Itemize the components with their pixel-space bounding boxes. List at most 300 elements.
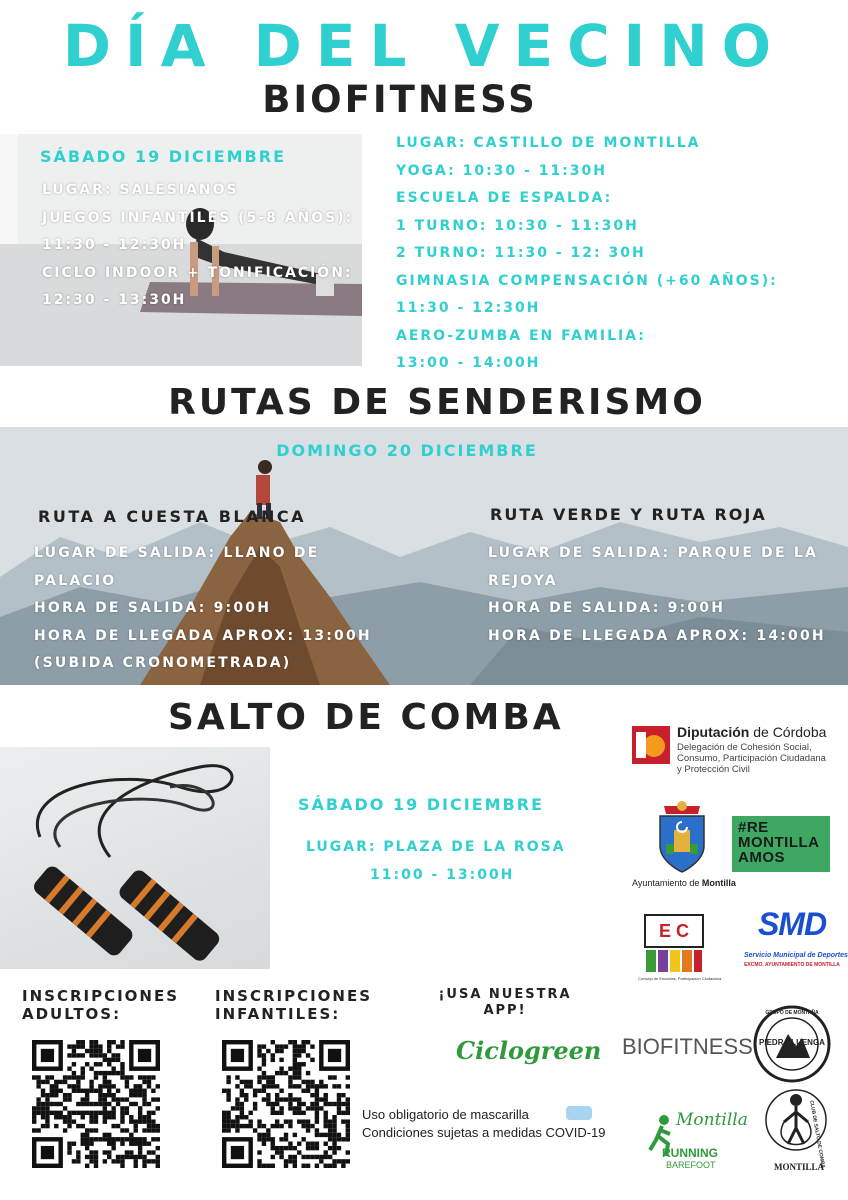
qr-module <box>226 1075 230 1079</box>
qr-module <box>41 1124 45 1128</box>
running-line2: BAREFOOT <box>666 1160 716 1170</box>
qr-module <box>89 1102 93 1106</box>
qr-module <box>240 1115 244 1119</box>
biofitness-right-line: YOGA: 10:30 - 11:30H <box>396 162 608 179</box>
qr-module <box>301 1102 305 1106</box>
qr-module <box>271 1075 275 1079</box>
qr-module <box>129 1133 133 1137</box>
qr-module <box>142 1155 146 1159</box>
qr-module <box>120 1044 124 1048</box>
route2-line: REJOYA <box>488 572 558 589</box>
qr-module <box>306 1119 310 1123</box>
qr-module <box>129 1093 133 1097</box>
qr-module <box>328 1133 332 1137</box>
diputacion-sub: Delegación de Cohesión Social, <box>677 742 812 753</box>
biofitness-left-line: CICLO INDOOR + TONIFICACIÓN: <box>42 264 353 281</box>
biofitness-right-line: ESCUELA DE ESPALDA: <box>396 190 613 206</box>
qr-module <box>138 1150 142 1154</box>
qr-module <box>324 1119 328 1123</box>
qr-module <box>315 1106 319 1110</box>
mask-note: Uso obligatorio de mascarilla <box>362 1107 529 1122</box>
qr-finder <box>231 1146 244 1159</box>
qr-module <box>293 1159 297 1163</box>
qr-module <box>41 1093 45 1097</box>
qr-module <box>81 1124 85 1128</box>
qr-module <box>271 1146 275 1150</box>
biofitness-logo: BIOFITNESS <box>622 1034 753 1059</box>
qr-module <box>50 1089 54 1093</box>
qr-module <box>301 1049 305 1053</box>
qr-module <box>45 1097 49 1101</box>
qr-module <box>284 1133 288 1137</box>
qr-module <box>89 1155 93 1159</box>
biofitness-right-line: GIMNASIA COMPENSACIÓN (+60 AÑOS): <box>396 272 778 289</box>
qr-module <box>89 1119 93 1123</box>
qr-module <box>301 1089 305 1093</box>
qr-module <box>129 1150 133 1154</box>
qr-module <box>116 1102 120 1106</box>
qr-module <box>85 1089 89 1093</box>
qr-module <box>253 1093 257 1097</box>
qr-module <box>125 1150 129 1154</box>
qr-module <box>337 1093 341 1097</box>
qr-module <box>293 1106 297 1110</box>
qr-module <box>288 1075 292 1079</box>
qr-finder <box>138 1049 151 1062</box>
qr-module <box>50 1084 54 1088</box>
qr-module <box>116 1044 120 1048</box>
qr-module <box>76 1150 80 1154</box>
qr-module <box>306 1080 310 1084</box>
qr-module <box>293 1058 297 1062</box>
qr-module <box>125 1106 129 1110</box>
qr-module <box>58 1089 62 1093</box>
qr-module <box>134 1084 138 1088</box>
qr-module <box>63 1119 67 1123</box>
coat-of-arms-icon <box>652 800 712 874</box>
qr-module <box>266 1137 270 1141</box>
biofitness-left-line: 11:30 - 12:30H <box>42 237 187 253</box>
club-comba-emblem-icon <box>762 1082 836 1162</box>
qr-module <box>134 1124 138 1128</box>
qr-module <box>98 1102 102 1106</box>
qr-module <box>271 1084 275 1088</box>
qr-module <box>72 1089 76 1093</box>
qr-module <box>288 1119 292 1123</box>
qr-module <box>116 1053 120 1057</box>
qr-module <box>138 1155 142 1159</box>
qr-module <box>248 1119 252 1123</box>
comba-title: SALTO DE COMBA <box>168 697 564 738</box>
qr-module <box>134 1119 138 1123</box>
qr-module <box>120 1159 124 1163</box>
qr-module <box>138 1075 142 1079</box>
qr-module <box>275 1111 279 1115</box>
qr-module <box>134 1102 138 1106</box>
biofitness-left-date: SÁBADO 19 DICIEMBRE <box>40 147 286 166</box>
qr-module <box>301 1062 305 1066</box>
qr-module <box>147 1080 151 1084</box>
qr-module <box>81 1102 85 1106</box>
qr-module <box>288 1093 292 1097</box>
qr-module <box>111 1142 115 1146</box>
qr-module <box>45 1119 49 1123</box>
qr-module <box>81 1111 85 1115</box>
qr-module <box>103 1084 107 1088</box>
qr-module <box>293 1071 297 1075</box>
qr-module <box>89 1044 93 1048</box>
qr-module <box>129 1089 133 1093</box>
qr-module <box>337 1146 341 1150</box>
qr-module <box>138 1115 142 1119</box>
remontillamos-line: AMOS <box>738 849 785 866</box>
qr-module <box>262 1097 266 1101</box>
qr-module <box>328 1119 332 1123</box>
qr-module <box>226 1115 230 1119</box>
qr-code-children[interactable] <box>222 1040 350 1168</box>
qr-module <box>257 1089 261 1093</box>
qr-module <box>275 1044 279 1048</box>
qr-module <box>266 1128 270 1132</box>
qr-module <box>328 1124 332 1128</box>
qr-module <box>257 1133 261 1137</box>
qr-module <box>297 1097 301 1101</box>
qr-module <box>94 1071 98 1075</box>
qr-module <box>129 1155 133 1159</box>
qr-module <box>85 1133 89 1137</box>
qr-module <box>120 1040 124 1044</box>
qr-module <box>262 1075 266 1079</box>
comba-line: LUGAR: PLAZA DE LA ROSA <box>306 839 566 855</box>
qr-module <box>297 1111 301 1115</box>
qr-module <box>134 1128 138 1132</box>
qr-module <box>50 1111 54 1115</box>
qr-module <box>257 1124 261 1128</box>
qr-module <box>151 1119 155 1123</box>
qr-module <box>293 1155 297 1159</box>
ec-letters: E C <box>644 914 704 948</box>
qr-module <box>310 1124 314 1128</box>
qr-module <box>346 1137 350 1141</box>
qr-module <box>103 1058 107 1062</box>
qr-module <box>266 1133 270 1137</box>
qr-module <box>341 1093 345 1097</box>
qr-module <box>147 1102 151 1106</box>
qr-module <box>231 1124 235 1128</box>
qr-module <box>328 1155 332 1159</box>
qr-module <box>120 1142 124 1146</box>
qr-module <box>116 1058 120 1062</box>
qr-module <box>116 1097 120 1101</box>
qr-module <box>319 1155 323 1159</box>
qr-module <box>103 1106 107 1110</box>
running-script: Montilla <box>676 1110 748 1130</box>
qr-module <box>125 1075 129 1079</box>
qr-module <box>257 1119 261 1123</box>
diputacion-sub: y Protección Civil <box>677 764 750 775</box>
qr-module <box>297 1142 301 1146</box>
qr-module <box>120 1155 124 1159</box>
qr-code-adults[interactable] <box>32 1040 160 1168</box>
qr-module <box>279 1137 283 1141</box>
qr-module <box>103 1137 107 1141</box>
qr-module <box>98 1093 102 1097</box>
qr-module <box>288 1146 292 1150</box>
qr-module <box>235 1106 239 1110</box>
qr-module <box>297 1084 301 1088</box>
qr-module <box>98 1062 102 1066</box>
qr-module <box>244 1093 248 1097</box>
qr-module <box>36 1106 40 1110</box>
qr-module <box>297 1044 301 1048</box>
qr-module <box>45 1106 49 1110</box>
qr-module <box>63 1075 67 1079</box>
qr-module <box>235 1124 239 1128</box>
qr-module <box>315 1115 319 1119</box>
qr-module <box>103 1133 107 1137</box>
qr-module <box>111 1053 115 1057</box>
qr-module <box>288 1106 292 1110</box>
qr-module <box>262 1071 266 1075</box>
qr-module <box>275 1102 279 1106</box>
qr-module <box>147 1124 151 1128</box>
qr-module <box>332 1084 336 1088</box>
qr-module <box>103 1150 107 1154</box>
qr-module <box>253 1128 257 1132</box>
qr-module <box>279 1049 283 1053</box>
qr-module <box>279 1044 283 1048</box>
qr-module <box>125 1155 129 1159</box>
qr-module <box>310 1044 314 1048</box>
qr-module <box>36 1111 40 1115</box>
qr-module <box>293 1111 297 1115</box>
biofitness-left-line: LUGAR: SALESIANOS <box>42 182 239 198</box>
qr-module <box>275 1049 279 1053</box>
qr-module <box>337 1102 341 1106</box>
qr-module <box>293 1146 297 1150</box>
qr-module <box>67 1142 71 1146</box>
qr-module <box>107 1093 111 1097</box>
qr-module <box>111 1071 115 1075</box>
qr-module <box>129 1075 133 1079</box>
qr-module <box>301 1040 305 1044</box>
qr-module <box>138 1084 142 1088</box>
qr-module <box>81 1097 85 1101</box>
qr-module <box>94 1111 98 1115</box>
qr-module <box>120 1115 124 1119</box>
qr-module <box>262 1089 266 1093</box>
biofitness-right-line: 2 TURNO: 11:30 - 12: 30H <box>396 245 646 261</box>
qr-module <box>346 1075 350 1079</box>
qr-module <box>319 1159 323 1163</box>
qr-module <box>257 1164 261 1168</box>
qr-module <box>116 1124 120 1128</box>
qr-module <box>235 1128 239 1132</box>
qr-module <box>107 1062 111 1066</box>
qr-module <box>98 1097 102 1101</box>
qr-module <box>94 1089 98 1093</box>
page-title: DÍA DEL VECINO <box>62 12 786 80</box>
qr-module <box>240 1106 244 1110</box>
qr-module <box>120 1111 124 1115</box>
qr-module <box>271 1137 275 1141</box>
app-heading <box>436 987 574 1019</box>
qr-module <box>94 1049 98 1053</box>
comba-date: SÁBADO 19 DICIEMBRE <box>298 795 544 814</box>
qr-module <box>297 1049 301 1053</box>
qr-module <box>63 1097 67 1101</box>
qr-module <box>120 1075 124 1079</box>
qr-module <box>315 1119 319 1123</box>
qr-module <box>306 1164 310 1168</box>
qr-module <box>142 1093 146 1097</box>
qr-module <box>50 1102 54 1106</box>
qr-module <box>279 1150 283 1154</box>
qr-module <box>324 1115 328 1119</box>
qr-module <box>156 1106 160 1110</box>
qr-module <box>271 1058 275 1062</box>
qr-module <box>72 1142 76 1146</box>
qr-module <box>81 1089 85 1093</box>
qr-module <box>76 1155 80 1159</box>
qr-module <box>275 1150 279 1154</box>
qr-module <box>89 1080 93 1084</box>
qr-module <box>107 1080 111 1084</box>
qr-module <box>58 1080 62 1084</box>
qr-module <box>301 1124 305 1128</box>
qr-module <box>324 1102 328 1106</box>
qr-module <box>271 1080 275 1084</box>
qr-module <box>125 1111 129 1115</box>
qr-module <box>319 1133 323 1137</box>
qr-module <box>257 1066 261 1070</box>
qr-module <box>45 1080 49 1084</box>
qr-module <box>301 1164 305 1168</box>
qr-module <box>45 1102 49 1106</box>
qr-module <box>94 1150 98 1154</box>
qr-module <box>151 1075 155 1079</box>
qr-module <box>297 1102 301 1106</box>
qr-module <box>253 1106 257 1110</box>
qr-module <box>85 1062 89 1066</box>
qr-module <box>293 1164 297 1168</box>
qr-module <box>72 1084 76 1088</box>
qr-module <box>315 1111 319 1115</box>
qr-module <box>107 1040 111 1044</box>
qr-module <box>315 1093 319 1097</box>
ciclogreen-logo[interactable]: Ciclogreen <box>456 1036 602 1065</box>
qr-module <box>346 1124 350 1128</box>
qr-module <box>346 1102 350 1106</box>
children-heading-line: INSCRIPCIONES <box>215 987 373 1005</box>
qr-module <box>67 1097 71 1101</box>
qr-module <box>279 1058 283 1062</box>
ayuntamiento-caption-bold: Montilla <box>701 878 736 888</box>
qr-module <box>81 1053 85 1057</box>
qr-module <box>346 1084 350 1088</box>
qr-module <box>89 1053 93 1057</box>
qr-module <box>129 1142 133 1146</box>
qr-module <box>156 1128 160 1132</box>
qr-module <box>94 1128 98 1132</box>
qr-module <box>147 1119 151 1123</box>
qr-module <box>50 1093 54 1097</box>
qr-module <box>111 1146 115 1150</box>
qr-module <box>293 1044 297 1048</box>
qr-module <box>129 1102 133 1106</box>
qr-module <box>76 1124 80 1128</box>
qr-module <box>81 1137 85 1141</box>
diputacion-sub: Consumo, Participación Ciudadana <box>677 753 826 764</box>
qr-module <box>94 1164 98 1168</box>
qr-module <box>315 1146 319 1150</box>
qr-module <box>226 1089 230 1093</box>
biofitness-right-line: 11:30 - 12:30H <box>396 300 541 316</box>
qr-module <box>288 1159 292 1163</box>
remontillamos-logo <box>732 816 830 872</box>
route1-line: PALACIO <box>34 572 117 589</box>
qr-module <box>275 1071 279 1075</box>
qr-module <box>72 1159 76 1163</box>
qr-module <box>288 1155 292 1159</box>
qr-module <box>138 1106 142 1110</box>
qr-module <box>284 1097 288 1101</box>
qr-module <box>147 1111 151 1115</box>
qr-module <box>94 1137 98 1141</box>
qr-module <box>319 1084 323 1088</box>
qr-module <box>306 1124 310 1128</box>
qr-module <box>332 1137 336 1141</box>
qr-module <box>156 1146 160 1150</box>
qr-module <box>63 1128 67 1132</box>
qr-module <box>138 1146 142 1150</box>
qr-module <box>142 1075 146 1079</box>
qr-module <box>107 1150 111 1154</box>
qr-module <box>107 1089 111 1093</box>
qr-module <box>142 1102 146 1106</box>
biofitness-left-line: JUEGOS INFANTILES (5-8 AÑOS): <box>42 209 354 226</box>
qr-module <box>107 1049 111 1053</box>
qr-module <box>297 1075 301 1079</box>
qr-module <box>226 1097 230 1101</box>
qr-module <box>116 1155 120 1159</box>
qr-module <box>36 1128 40 1132</box>
qr-module <box>120 1066 124 1070</box>
qr-module <box>103 1111 107 1115</box>
qr-module <box>293 1097 297 1101</box>
qr-module <box>111 1124 115 1128</box>
route1-line: HORA DE SALIDA: 9:00H <box>34 600 272 616</box>
qr-module <box>266 1097 270 1101</box>
qr-module <box>262 1137 266 1141</box>
qr-module <box>324 1097 328 1101</box>
qr-module <box>125 1080 129 1084</box>
qr-module <box>253 1089 257 1093</box>
qr-module <box>147 1115 151 1119</box>
qr-module <box>94 1040 98 1044</box>
qr-module <box>310 1106 314 1110</box>
qr-module <box>85 1097 89 1101</box>
qr-module <box>107 1071 111 1075</box>
qr-module <box>332 1150 336 1154</box>
qr-module <box>98 1049 102 1053</box>
qr-module <box>36 1075 40 1079</box>
qr-module <box>89 1084 93 1088</box>
qr-module <box>279 1071 283 1075</box>
qr-module <box>111 1066 115 1070</box>
qr-module <box>315 1155 319 1159</box>
qr-module <box>346 1150 350 1154</box>
